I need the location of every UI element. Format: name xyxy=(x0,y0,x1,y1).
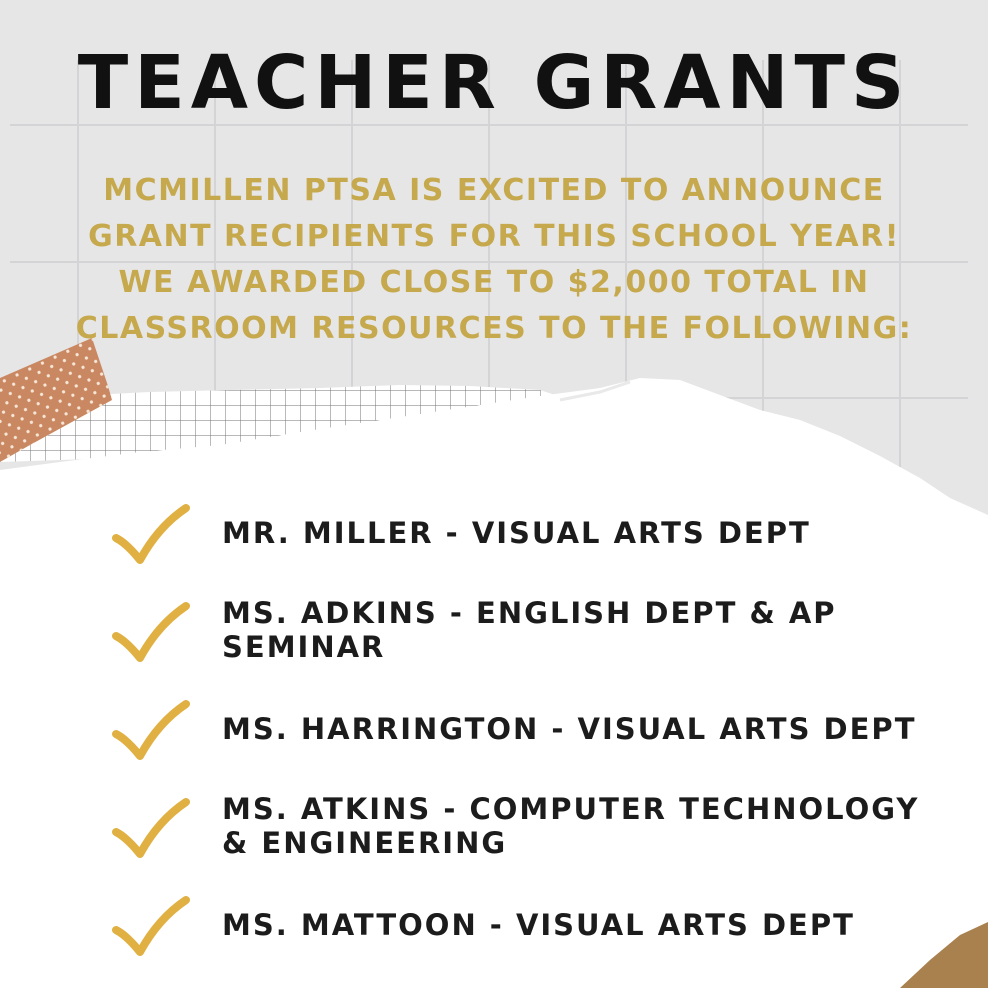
recipient-name: MR. MILLER - VISUAL ARTS DEPT xyxy=(222,516,811,550)
intro-line: WE AWARDED CLOSE TO $2,000 TOTAL IN xyxy=(118,265,870,300)
recipient-name: MS. ATKINS - COMPUTER TECHNOLOGY & ENGINEERING xyxy=(222,792,920,860)
intro-line: GRANT RECIPIENTS FOR THIS SCHOOL YEAR! xyxy=(88,219,900,254)
check-icon xyxy=(110,798,192,860)
intro-line: CLASSROOM RESOURCES TO THE FOLLOWING: xyxy=(75,311,913,346)
intro-line: MCMILLEN PTSA IS EXCITED TO ANNOUNCE xyxy=(103,173,885,208)
check-icon xyxy=(110,896,192,958)
check-icon xyxy=(110,700,192,762)
recipient-name: MS. HARRINGTON - VISUAL ARTS DEPT xyxy=(222,712,917,746)
recipient-name: MS. MATTOON - VISUAL ARTS DEPT xyxy=(222,908,855,942)
recipient-name: MS. ADKINS - ENGLISH DEPT & AP SEMINAR xyxy=(222,596,837,664)
check-icon xyxy=(110,602,192,664)
check-icon xyxy=(110,504,192,566)
page-title: TEACHER GRANTS xyxy=(77,40,911,126)
